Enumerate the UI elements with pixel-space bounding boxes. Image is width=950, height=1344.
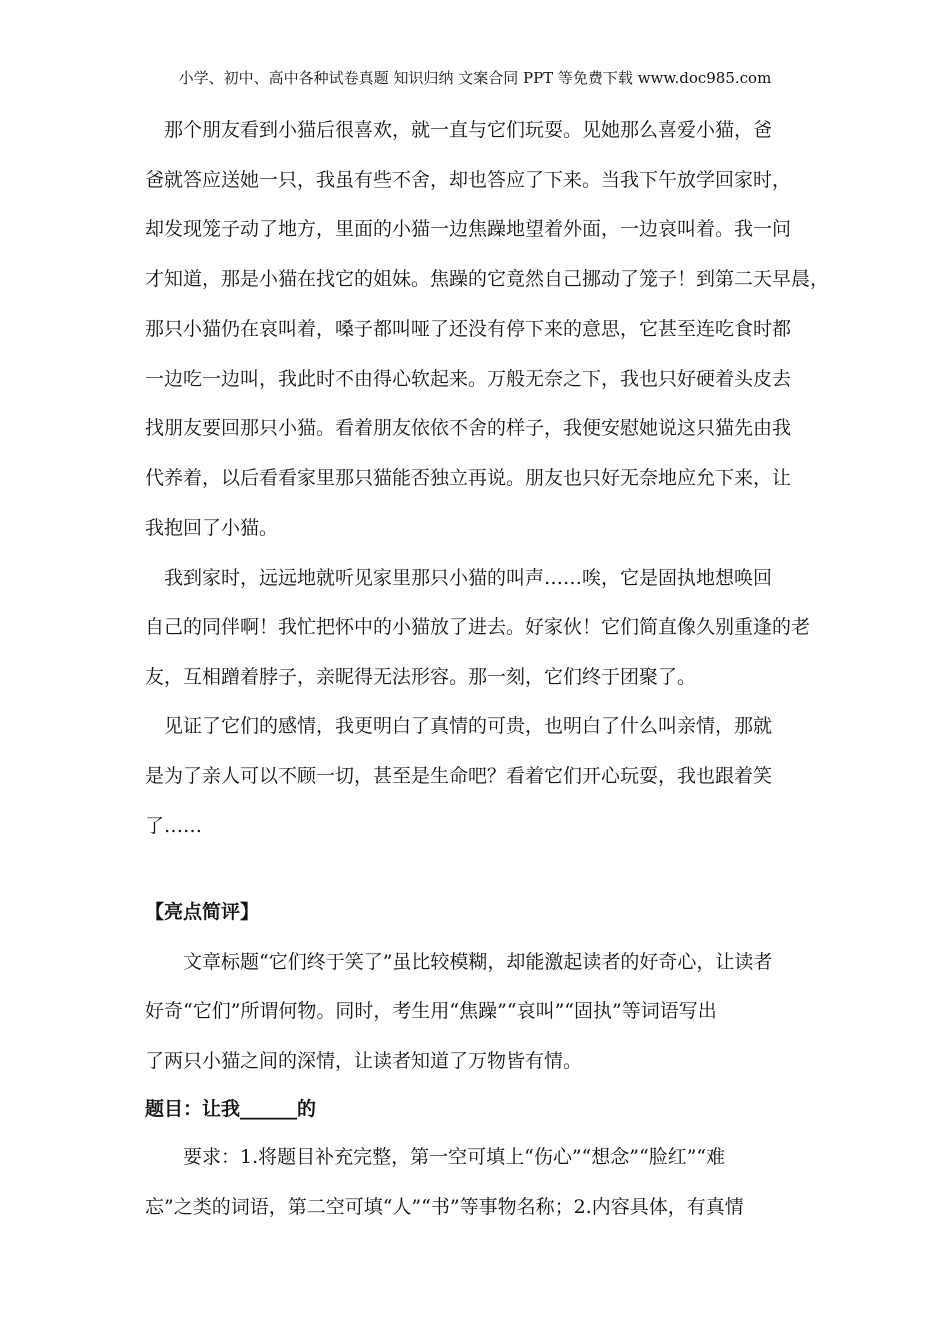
text-line: 才知道，那是小猫在找它的姐妹。焦躁的它竟然自己挪动了笼子！到第二天早晨， [145,268,830,290]
text-line: 爸就答应送她一只，我虽有些不舍，却也答应了下来。当我下午放学回家时， [145,169,792,191]
text-line: 见证了它们的感情，我更明白了真情的可贵，也明白了什么叫亲情，那就 [145,715,773,737]
text-line: 一边吃一边叫，我此时不由得心软起来。万般无奈之下，我也只好硬着头皮去 [145,368,792,390]
text-line: 代养着，以后看看家里那只猫能否独立再说。朋友也只好无奈地应允下来，让 [145,467,792,489]
text-line: 自己的同伴啊！我忙把怀中的小猫放了进去。好家伙！它们简直像久别重逢的老 [145,616,811,638]
text-line: 了…… [145,815,203,837]
text-line: 那个朋友看到小猫后很喜欢，就一直与它们玩耍。见她那么喜爱小猫，爸 [145,119,773,141]
text-line: 找朋友要回那只小猫。看着朋友依依不舍的样子，我便安慰她说这只猫先由我 [145,417,792,439]
text-line: 要求：1.将题目补充完整，第一空可填上“伤心”“想念”“脸红”“难 [145,1146,726,1168]
text-line: 那只小猫仍在哀叫着，嗓子都叫哑了还没有停下来的意思，它甚至连吃食时都 [145,318,792,340]
text-line: 我到家时，远远地就听见家里那只小猫的叫声……唉，它是固执地想唤回 [145,567,773,589]
text-line: 文章标题“它们终于笑了”虽比较模糊，却能激起读者的好奇心，让读者 [145,951,773,973]
text-line: 却发现笼子动了地方，里面的小猫一边焦躁地望着外面，一边哀叫着。我一问 [145,218,792,240]
text-line: 我抱回了小猫。 [145,517,279,539]
page-header: 小学、初中、高中各种试卷真题 知识归纳 文案合同 PPT 等免费下载 www.doc985.com [178,69,772,87]
text-line: 好奇“它们”所谓何物。同时，考生用“焦躁”“哀叫”“固执”等词语写出 [145,1000,717,1022]
text-line: 是为了亲人可以不顾一切，甚至是生命吧？看着它们开心玩耍，我也跟着笑 [145,765,773,787]
text-line: 忘”之类的词语，第二空可填“人”“书”等事物名称；2.内容具体，有真情 [145,1196,744,1218]
text-line: 友，互相蹭着脖子，亲昵得无法形容。那一刻，它们终于团聚了。 [145,666,697,688]
text-line: 了两只小猫之间的深情，让读者知道了万物皆有情。 [145,1050,583,1072]
review-heading: 【亮点简评】 [145,901,260,923]
topic-title: 题目：让我______的 [145,1098,317,1120]
